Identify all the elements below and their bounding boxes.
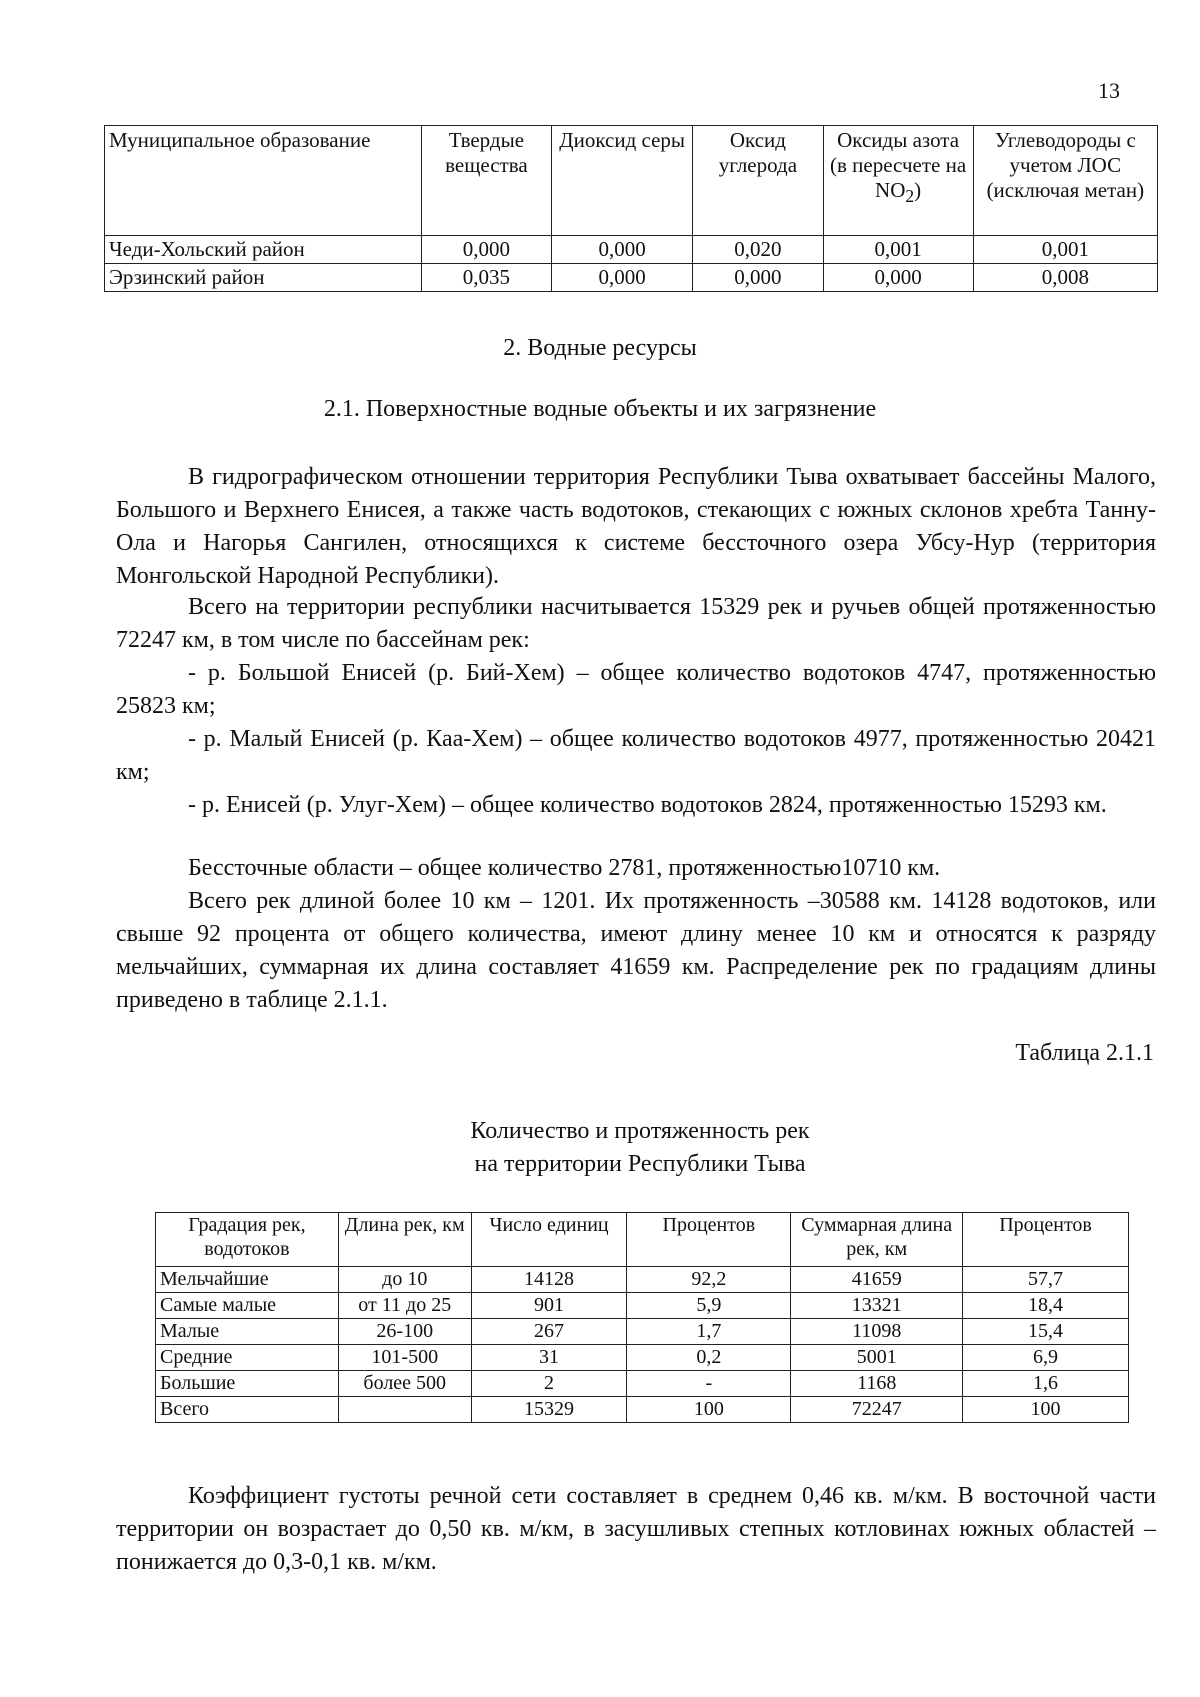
rivers-cell: 2 — [471, 1371, 627, 1397]
section-heading: 2. Водные ресурсы — [503, 335, 697, 361]
paragraph: - р. Малый Енисей (р. Каа-Хем) – общее количество водотоков 4977, протяженностью 20421 км; — [116, 726, 1156, 785]
emission-cell: 0,001 — [823, 236, 973, 264]
rivers-cell: Средние — [156, 1345, 339, 1371]
paragraph: - р. Енисей (р. Улуг-Хем) – общее количество водотоков 2824, протяженностью 15293 км. — [188, 792, 1107, 818]
emission-cell: 0,000 — [552, 236, 693, 264]
table-row — [105, 264, 1158, 292]
rivers-cell: 0,2 — [627, 1345, 791, 1371]
table-row — [105, 236, 1158, 264]
subsection-heading: 2.1. Поверхностные водные объекты и их загрязнение — [323, 396, 877, 422]
paragraph: Всего на территории республики насчитывается 15329 рек и ручьев общей протяженностью 72247 км, в том числе по бассейнам рек: — [116, 594, 1156, 653]
rivers-header-percent-count: Процентов — [627, 1213, 791, 1267]
rivers-cell: 1,6 — [963, 1371, 1129, 1397]
emission-cell: 0,035 — [421, 264, 551, 292]
rivers-cell: Всего — [156, 1397, 339, 1423]
rivers-cell: 41659 — [791, 1267, 963, 1293]
rivers-cell: более 500 — [338, 1371, 471, 1397]
paragraph: - р. Большой Енисей (р. Бий-Хем) – общее количество водотоков 4747, протяженностью 25823 км; — [116, 660, 1156, 719]
paragraph: В гидрографическом отношении территория Республики Тыва охватывает бассейны Малого, Большого и Верхнего Енисея, а также часть водотоков, стекающих с южных склонов хребта Танну-Ола и Нагорья Сангилен, относящихся к системе бессточного озера Убсу-Нур (территория Монгольской Народной Республики). — [116, 464, 1156, 589]
table-title-line: Количество и протяженность рек — [470, 1118, 810, 1144]
table-row — [156, 1345, 1129, 1371]
rivers-cell: Мельчайшие — [156, 1267, 339, 1293]
emission-cell: 0,000 — [693, 264, 823, 292]
emission-header-row — [105, 126, 1158, 236]
emission-cell: Эрзинский район — [105, 264, 422, 292]
table-row — [156, 1293, 1129, 1319]
rivers-cell: 15329 — [471, 1397, 627, 1423]
table-row — [156, 1319, 1129, 1345]
emission-cell: 0,001 — [973, 236, 1157, 264]
rivers-cell: 57,7 — [963, 1267, 1129, 1293]
rivers-header-length: Длина рек, км — [338, 1213, 471, 1267]
rivers-cell: от 11 до 25 — [338, 1293, 471, 1319]
rivers-cell: 31 — [471, 1345, 627, 1371]
rivers-cell: 1,7 — [627, 1319, 791, 1345]
rivers-cell: 72247 — [791, 1397, 963, 1423]
rivers-cell: 901 — [471, 1293, 627, 1319]
rivers-header-row — [156, 1213, 1129, 1267]
rivers-cell: 5001 — [791, 1345, 963, 1371]
table-row — [156, 1267, 1129, 1293]
emission-cell: 0,000 — [552, 264, 693, 292]
rivers-header-percent-length: Процентов — [963, 1213, 1129, 1267]
rivers-cell: 13321 — [791, 1293, 963, 1319]
page-number: 13 — [1098, 78, 1120, 103]
emission-table — [104, 125, 1158, 292]
table-title — [0, 1115, 1200, 1181]
rivers-cell: Малые — [156, 1319, 339, 1345]
rivers-cell: 15,4 — [963, 1319, 1129, 1345]
rivers-cell: Самые малые — [156, 1293, 339, 1319]
rivers-header-total-length: Суммарная длина рек, км — [791, 1213, 963, 1267]
emission-cell: 0,000 — [823, 264, 973, 292]
emission-header-hydrocarbons: Углеводороды с учетом ЛОС (исключая метан) — [973, 126, 1157, 236]
rivers-header-count: Число единиц — [471, 1213, 627, 1267]
emission-cell: 0,000 — [421, 236, 551, 264]
emission-header-carbon-oxide: Оксид углерода — [693, 126, 823, 236]
table-row — [156, 1397, 1129, 1423]
rivers-cell: 11098 — [791, 1319, 963, 1345]
rivers-cell — [338, 1397, 471, 1423]
emission-header-nitrogen-oxides — [823, 126, 973, 236]
rivers-cell: 100 — [627, 1397, 791, 1423]
rivers-cell: 92,2 — [627, 1267, 791, 1293]
emission-cell: Чеди-Хольский район — [105, 236, 422, 264]
emission-cell: 0,020 — [693, 236, 823, 264]
emission-header-no2-subscript: 2 — [905, 186, 915, 207]
rivers-cell: 6,9 — [963, 1345, 1129, 1371]
rivers-table — [155, 1212, 1129, 1423]
table-title-line: на территории Республики Тыва — [474, 1151, 806, 1177]
emission-header-no2-close: ) — [914, 178, 922, 202]
table-label: Таблица 2.1.1 — [1015, 1040, 1154, 1066]
rivers-cell: Большие — [156, 1371, 339, 1397]
closing-paragraph: Коэффициент густоты речной сети составляет в среднем 0,46 кв. м/км. В восточной части территории он возрастает до 0,50 кв. м/км, в засушливых степных котловинах южных областей – понижается до 0,3-0,1 кв. м/км. — [116, 1483, 1156, 1575]
rivers-cell: 1168 — [791, 1371, 963, 1397]
rivers-cell: 100 — [963, 1397, 1129, 1423]
emission-cell: 0,008 — [973, 264, 1157, 292]
rivers-header-gradation: Градация рек, водотоков — [156, 1213, 339, 1267]
table-row — [156, 1371, 1129, 1397]
emission-header-solids: Твердые вещества — [421, 126, 551, 236]
rivers-cell: 5,9 — [627, 1293, 791, 1319]
rivers-cell: - — [627, 1371, 791, 1397]
paragraph: Бессточные области – общее количество 2781, протяженностью10710 км. — [188, 855, 941, 881]
rivers-cell: 14128 — [471, 1267, 627, 1293]
paragraph: Всего рек длиной более 10 км – 1201. Их протяженность –30588 км. 14128 водотоков, или свыше 92 процента от общего количества, имеют длину менее 10 км и относятся к разряду мельчайших, суммарная их длина составляет 41659 км. Распределение рек по градациям длины приведено в таблице 2.1.1. — [116, 888, 1156, 1013]
rivers-cell: 267 — [471, 1319, 627, 1345]
rivers-cell: до 10 — [338, 1267, 471, 1293]
emission-header-nitrogen-text: Оксиды азота (в пересчете на NO — [830, 128, 967, 202]
rivers-cell: 101-500 — [338, 1345, 471, 1371]
rivers-cell: 18,4 — [963, 1293, 1129, 1319]
emission-header-sulfur-dioxide: Диоксид серы — [552, 126, 693, 236]
emission-header-municipality: Муниципальное образование — [105, 126, 422, 236]
rivers-cell: 26-100 — [338, 1319, 471, 1345]
